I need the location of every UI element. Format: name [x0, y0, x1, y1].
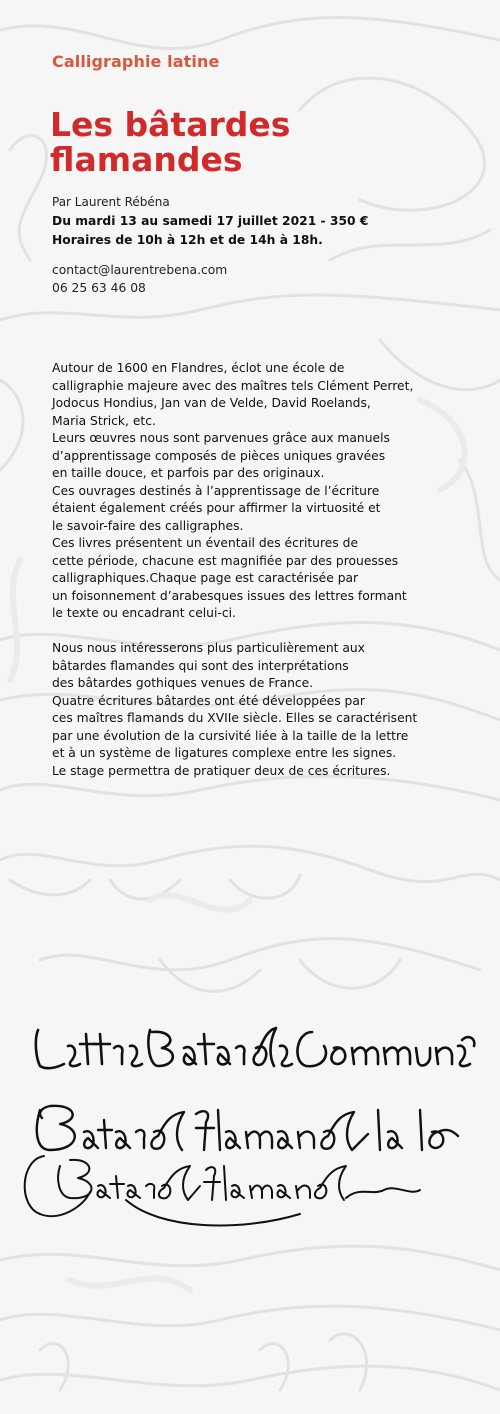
calligraphy-samples-image [0, 1010, 500, 1250]
contact-email[interactable]: contact@laurentrebena.com [52, 263, 228, 277]
calligraphy-line-1 [36, 1028, 474, 1068]
page-title [50, 107, 470, 177]
text-line: le texte ou encadrant celui-ci. [52, 606, 236, 620]
author: Par Laurent Rébéna [52, 195, 170, 209]
text-line: un foisonnement d’arabesques issues des lettres formant [52, 588, 407, 603]
text-line: bâtardes flamandes qui sont des interprétations [52, 658, 349, 673]
text-line: des bâtardes gothiques venues de France. [52, 676, 314, 690]
text-line: Le stage permettra de pratiquer deux de ces écritures. [52, 763, 391, 778]
kicker-category: Calligraphie latine [52, 52, 220, 71]
text-line: Leurs œuvres nous sont parvenues grâce aux manuels [52, 431, 390, 445]
text-line: Ces ouvrages destinés à l’apprentissage de l’écriture [52, 483, 380, 498]
text-line: calligraphie majeure avec des maîtres tels Clément Perret, [52, 378, 414, 393]
text-line: Jodocus Hondius, Jan van de Velde, David Roelands, [52, 396, 371, 410]
course-dates: Du mardi 13 au samedi 17 juillet 2021 - 350 € [52, 214, 369, 228]
text-line: et à un système de ligatures complexe entre les signes. [52, 746, 397, 760]
text-line: Maria Strick, etc. [52, 413, 156, 428]
text-line: d’apprentissage composés de pièces uniques gravées [52, 448, 386, 463]
text-line: calligraphiques.Chaque page est caractérisée par [52, 571, 359, 585]
text-line: Autour de 1600 en Flandres, éclot une école de [52, 361, 345, 375]
text-line: Ces livres présentent un éventail des écritures de [52, 536, 359, 550]
text-line: Quatre écritures bâtardes ont été développées par [52, 693, 365, 708]
text-line: par une évolution de la cursivité liée à la taille de la lettre [52, 728, 409, 743]
text-line: cette période, chacune est magnifiée par des prouesses [52, 553, 399, 568]
paragraph-2 [52, 640, 462, 780]
calligraphy-line-3 [25, 1156, 420, 1226]
text-line: étaient également créés pour affirmer la virtuosité et [52, 501, 381, 515]
title-line-2: flamandes [50, 140, 243, 179]
text-line: ces maîtres flamands du XVIIe siècle. Elles se caractérisent [52, 711, 418, 725]
description-text [52, 360, 462, 780]
calligraphy-line-2 [37, 1106, 458, 1150]
contact-phone[interactable]: 06 25 63 46 08 [52, 281, 146, 295]
course-hours: Horaires de 10h à 12h et de 14h à 18h. [52, 233, 323, 247]
text-line: le savoir-faire des calligraphes. [52, 518, 244, 533]
text-line: en taille douce, et parfois par des originaux. [52, 466, 325, 480]
text-line: Nous nous intéresserons plus particulièrement aux [52, 641, 365, 655]
paragraph-1 [52, 360, 462, 623]
title-line-1: Les bâtardes [50, 105, 291, 144]
